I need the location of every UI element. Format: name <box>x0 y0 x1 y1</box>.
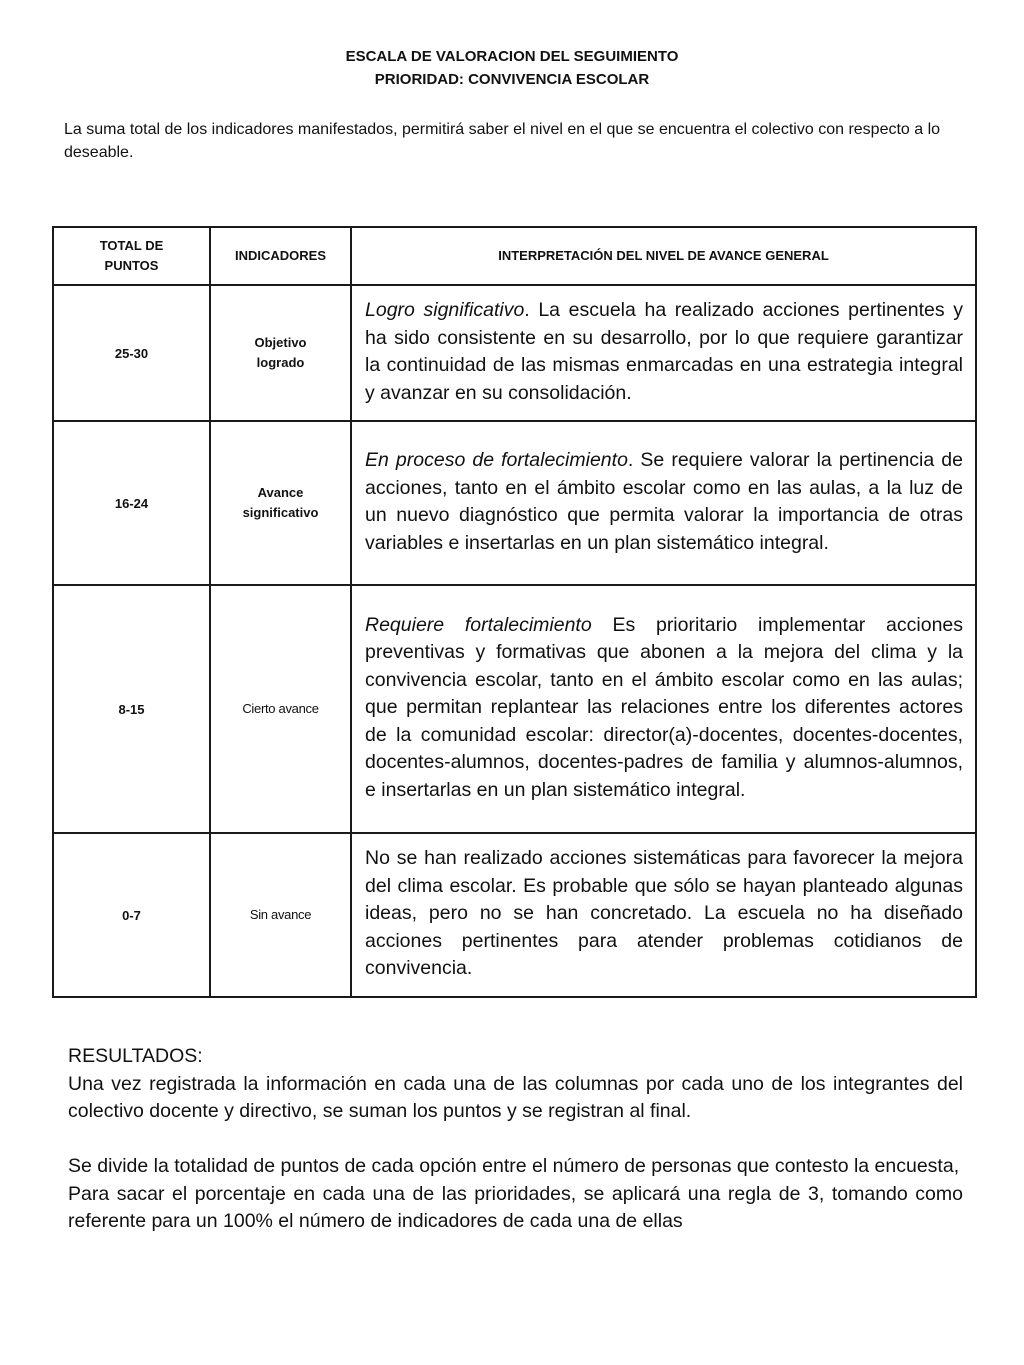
header-total-points-line2: PUNTOS <box>104 258 159 273</box>
results-section <box>68 1043 963 1236</box>
document-subtitle: PRIORIDAD: CONVIVENCIA ESCOLAR <box>374 71 650 88</box>
header-total-points <box>53 227 210 285</box>
header-indicators: INDICADORES <box>210 227 351 285</box>
results-paragraph: Se divide la totalidad de puntos de cada opción entre el número de personas que contesto la encuesta, <box>68 1155 960 1177</box>
points-cell: 25-30 <box>53 285 210 421</box>
results-heading: RESULTADOS: <box>68 1045 203 1067</box>
table-row <box>53 585 976 833</box>
paragraph-spacer <box>68 1126 963 1154</box>
interpretation-lead: En proceso de fortalecimiento <box>365 449 628 471</box>
indicator-cell: Cierto avance <box>210 585 351 833</box>
interpretation-cell <box>351 421 976 585</box>
header-total-points-line1: TOTAL DE <box>99 238 164 253</box>
interpretation-text: . La escuela ha realizado acciones pertinentes y ha sido consistente en su desarrollo, por lo que requiere garantizar la continuidad de las mismas enmarcadas en una estrategia integral y avanzar en su consolidación. <box>365 299 963 404</box>
indicator-line2: logrado <box>256 355 305 370</box>
table-row <box>53 833 976 997</box>
interpretation-cell <box>351 585 976 833</box>
interpretation-cell <box>351 285 976 421</box>
indicator-line1: Avance <box>257 485 304 500</box>
interpretation-lead: Requiere fortalecimiento <box>365 613 592 636</box>
points-cell: 16-24 <box>53 421 210 585</box>
indicator-cell <box>210 285 351 421</box>
indicator-cell: Sin avance <box>210 833 351 997</box>
indicator-line2: significativo <box>242 505 319 520</box>
table-row <box>53 421 976 585</box>
indicator-line1: Objetivo <box>254 335 307 350</box>
interpretation-text: . Se requiere valorar la pertinencia de acciones, tanto en el ámbito escolar como en las aulas, a la luz de un nuevo diagnóstico que permita valorar la importancia de otras variables e insertarlas en un plan sistemático integral. <box>365 449 963 554</box>
results-paragraph: Para sacar el porcentaje en cada una de las prioridades, se aplicará una regla de 3, tomando como referente para un 100% el número de indicadores de cada una de ellas <box>68 1182 963 1232</box>
intro-paragraph: La suma total de los indicadores manifestados, permitirá saber el nivel en el que se encuentra el colectivo con respecto a lo deseable. <box>64 121 941 161</box>
interpretation-text: Es prioritario implementar acciones preventivas y formativas que abonen a la mejora del clima y la convivencia escolar, tanto en el ámbito escolar como en las aulas; que permitan replantear las relaciones entre los diferentes actores de la comunidad escolar: director(a)-docentes, docentes-docentes, docentes-alumnos, docentes-padres de familia y alumnos-alumnos, e insertarlas en un plan sistemático integral. <box>365 613 964 801</box>
results-paragraph: Una vez registrada la información en cada una de las columnas por cada uno de los integrantes del colectivo docente y directivo, se suman los puntos y se registran al final. <box>68 1072 963 1122</box>
interpretation-lead: Logro significativo <box>365 299 525 321</box>
valuation-scale-table <box>52 226 977 998</box>
table-row <box>53 285 976 421</box>
interpretation-cell: No se han realizado acciones sistemáticas para favorecer la mejora del clima escolar. Es probable que sólo se hayan planteado algunas ideas, pero no se han concretado. La escuela no ha diseñado acciones pertinentes para atender problemas cotidianos de convivencia. <box>351 833 976 997</box>
points-cell: 8-15 <box>53 585 210 833</box>
table-header-row <box>53 227 976 285</box>
document-title: ESCALA DE VALORACION DEL SEGUIMIENTO <box>345 48 679 65</box>
header-interpretation: INTERPRETACIÓN DEL NIVEL DE AVANCE GENERAL <box>351 227 976 285</box>
points-cell: 0-7 <box>53 833 210 997</box>
indicator-cell <box>210 421 351 585</box>
